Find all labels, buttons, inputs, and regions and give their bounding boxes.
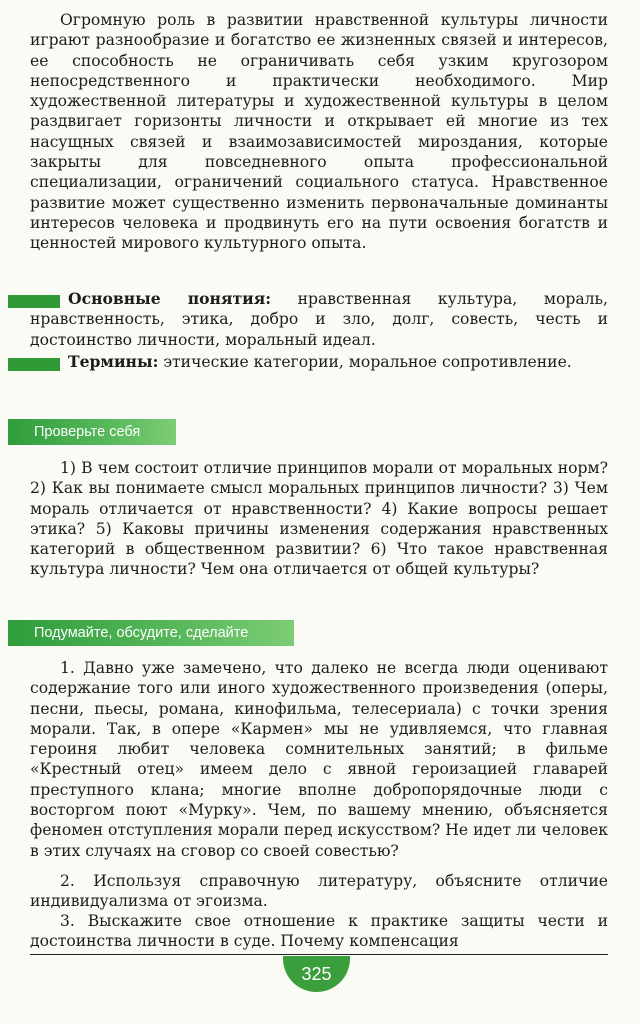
- key-concepts-text: нравственная культура, мораль, нравственность, этика, добро и зло, долг, совесть, честь и достоинство личности, моральный идеал.: [30, 290, 608, 349]
- key-concepts-paragraph: [30, 289, 608, 350]
- terms-text: этические категории, моральное сопротивление.: [163, 353, 572, 371]
- task-2: 2. Используя справочную литературу, объясните отличие индивидуализма от эгоизма.: [30, 872, 608, 911]
- task-3: 3. Выскажите свое отношение к практике защиты чести и достоинства личности в суде. Почему компенсация: [30, 912, 608, 951]
- intro-paragraph: Огромную роль в развитии нравственной культуры личности играют разнообразие и богатство ее жизненных связей и интересов, ее способность не ограничивать себя узким кругозором непосредственного и практически необходимого. Мир художественной литературы и художественной культуры в целом раздвигает горизонты личности и открывает ей многие из тех насущных связей и взаимозависимостей мироздания, которые закрыты для повседневного опыта профессиональной специализации, ограничений социального статуса. Нравственное развитие может существенно изменить первоначальные доминанты интересов человека и продвинуть его на пути освоения богатств и ценностей мирового культурного опыта.: [30, 11, 608, 253]
- check-yourself-heading: Проверьте себя: [8, 419, 176, 445]
- footer-rule: [30, 954, 608, 955]
- terms-paragraph: [30, 352, 608, 372]
- check-yourself-questions: 1) В чем состоит отличие принципов морали от моральных норм? 2) Как вы понимаете смысл моральных принципов личности? 3) Чем мораль отличается от нравственности? 4) Какие вопросы решает этика? 5) Каковы причины изменения содержания нравственных категорий в общественном развитии? 6) Что такое нравственная культура личности? Чем она отличается от общей культуры?: [30, 459, 608, 579]
- think-discuss-heading: Подумайте, обсудите, сделайте: [8, 620, 294, 646]
- task-1: 1. Давно уже замечено, что далеко не всегда люди оценивают содержание того или иного художественного произведения (оперы, песни, пьесы, романа, кинофильма, телесериала) с точки зрения морали. Так, в опере «Кармен» мы не удивляемся, что главная героиня любит человека сомнительных занятий; в фильме «Крестный отец» имеем дело с явной героизацией главарей преступного клана; многие вполне добропорядочные люди с восторгом поют «Мурку». Чем, по вашему мнению, объясняется феномен отступления морали перед искусством? Не идет ли человек в этих случаях на сговор со своей совестью?: [30, 659, 608, 860]
- terms-label: Термины:: [68, 352, 159, 371]
- key-concepts-label: Основные понятия:: [68, 289, 271, 308]
- page-number: 325: [283, 956, 350, 992]
